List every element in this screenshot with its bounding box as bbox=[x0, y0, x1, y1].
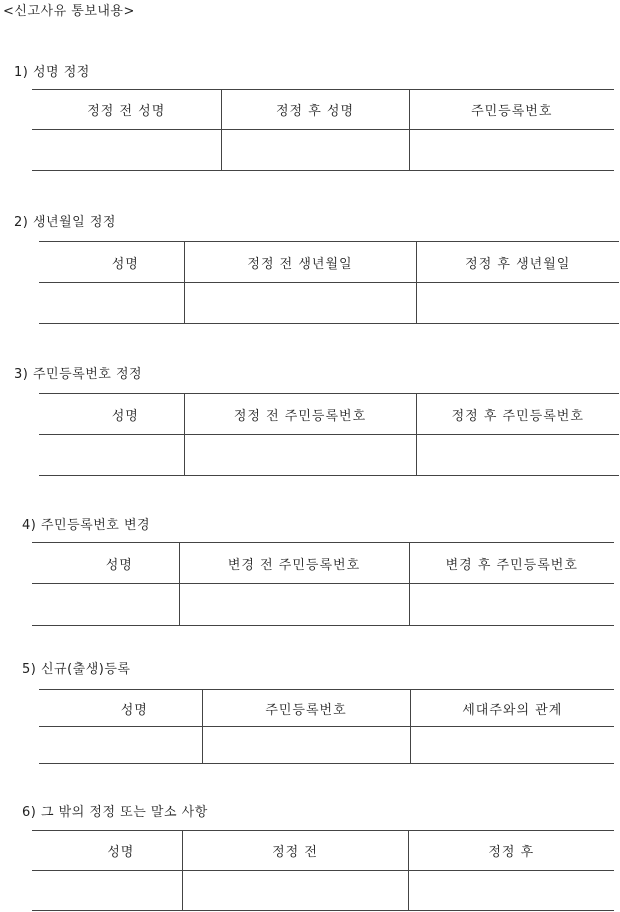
column-header: 성명 bbox=[39, 394, 184, 435]
section-1-table bbox=[32, 89, 614, 171]
section-2-heading: 2) 생년월일 정정 bbox=[14, 215, 116, 230]
column-header: 정정 전 성명 bbox=[32, 90, 221, 130]
input-cell[interactable] bbox=[408, 871, 614, 911]
input-cell[interactable] bbox=[202, 727, 410, 764]
column-header: 성명 bbox=[32, 831, 182, 871]
input-cell[interactable] bbox=[39, 435, 184, 476]
column-header: 성명 bbox=[39, 690, 202, 727]
section-2-table bbox=[39, 241, 619, 324]
input-cell[interactable] bbox=[179, 584, 409, 626]
column-header: 정정 후 성명 bbox=[221, 90, 409, 130]
column-header: 정정 후 생년월일 bbox=[416, 242, 619, 283]
section-6-heading: 6) 그 밖의 정정 또는 말소 사항 bbox=[22, 805, 208, 820]
input-cell[interactable] bbox=[184, 283, 416, 324]
input-cell[interactable] bbox=[416, 435, 619, 476]
page-title: <신고사유 통보내용> bbox=[3, 4, 135, 19]
input-cell[interactable] bbox=[32, 871, 182, 911]
input-cell[interactable] bbox=[409, 584, 614, 626]
column-header: 변경 후 주민등록번호 bbox=[409, 543, 614, 584]
input-cell[interactable] bbox=[39, 283, 184, 324]
column-header: 정정 전 bbox=[182, 831, 408, 871]
column-header: 세대주와의 관계 bbox=[410, 690, 614, 727]
column-header: 주민등록번호 bbox=[409, 90, 614, 130]
section-1-heading: 1) 성명 정정 bbox=[14, 65, 90, 80]
input-cell[interactable] bbox=[184, 435, 416, 476]
column-header: 정정 후 bbox=[408, 831, 614, 871]
input-cell[interactable] bbox=[410, 727, 614, 764]
input-cell[interactable] bbox=[409, 130, 614, 171]
column-header: 변경 전 주민등록번호 bbox=[179, 543, 409, 584]
column-header: 정정 후 주민등록번호 bbox=[416, 394, 619, 435]
input-cell[interactable] bbox=[32, 584, 179, 626]
input-cell[interactable] bbox=[221, 130, 409, 171]
section-5-table bbox=[39, 689, 614, 764]
section-5-heading: 5) 신규(출생)등록 bbox=[22, 662, 131, 677]
section-4-table bbox=[32, 542, 614, 626]
input-cell[interactable] bbox=[39, 727, 202, 764]
section-3-heading: 3) 주민등록번호 정정 bbox=[14, 367, 143, 382]
section-6-table bbox=[32, 830, 614, 911]
column-header: 정정 전 생년월일 bbox=[184, 242, 416, 283]
input-cell[interactable] bbox=[182, 871, 408, 911]
column-header: 주민등록번호 bbox=[202, 690, 410, 727]
section-4-heading: 4) 주민등록번호 변경 bbox=[22, 518, 151, 533]
input-cell[interactable] bbox=[416, 283, 619, 324]
section-3-table bbox=[39, 393, 619, 476]
column-header: 성명 bbox=[32, 543, 179, 584]
input-cell[interactable] bbox=[32, 130, 221, 171]
column-header: 성명 bbox=[39, 242, 184, 283]
column-header: 정정 전 주민등록번호 bbox=[184, 394, 416, 435]
